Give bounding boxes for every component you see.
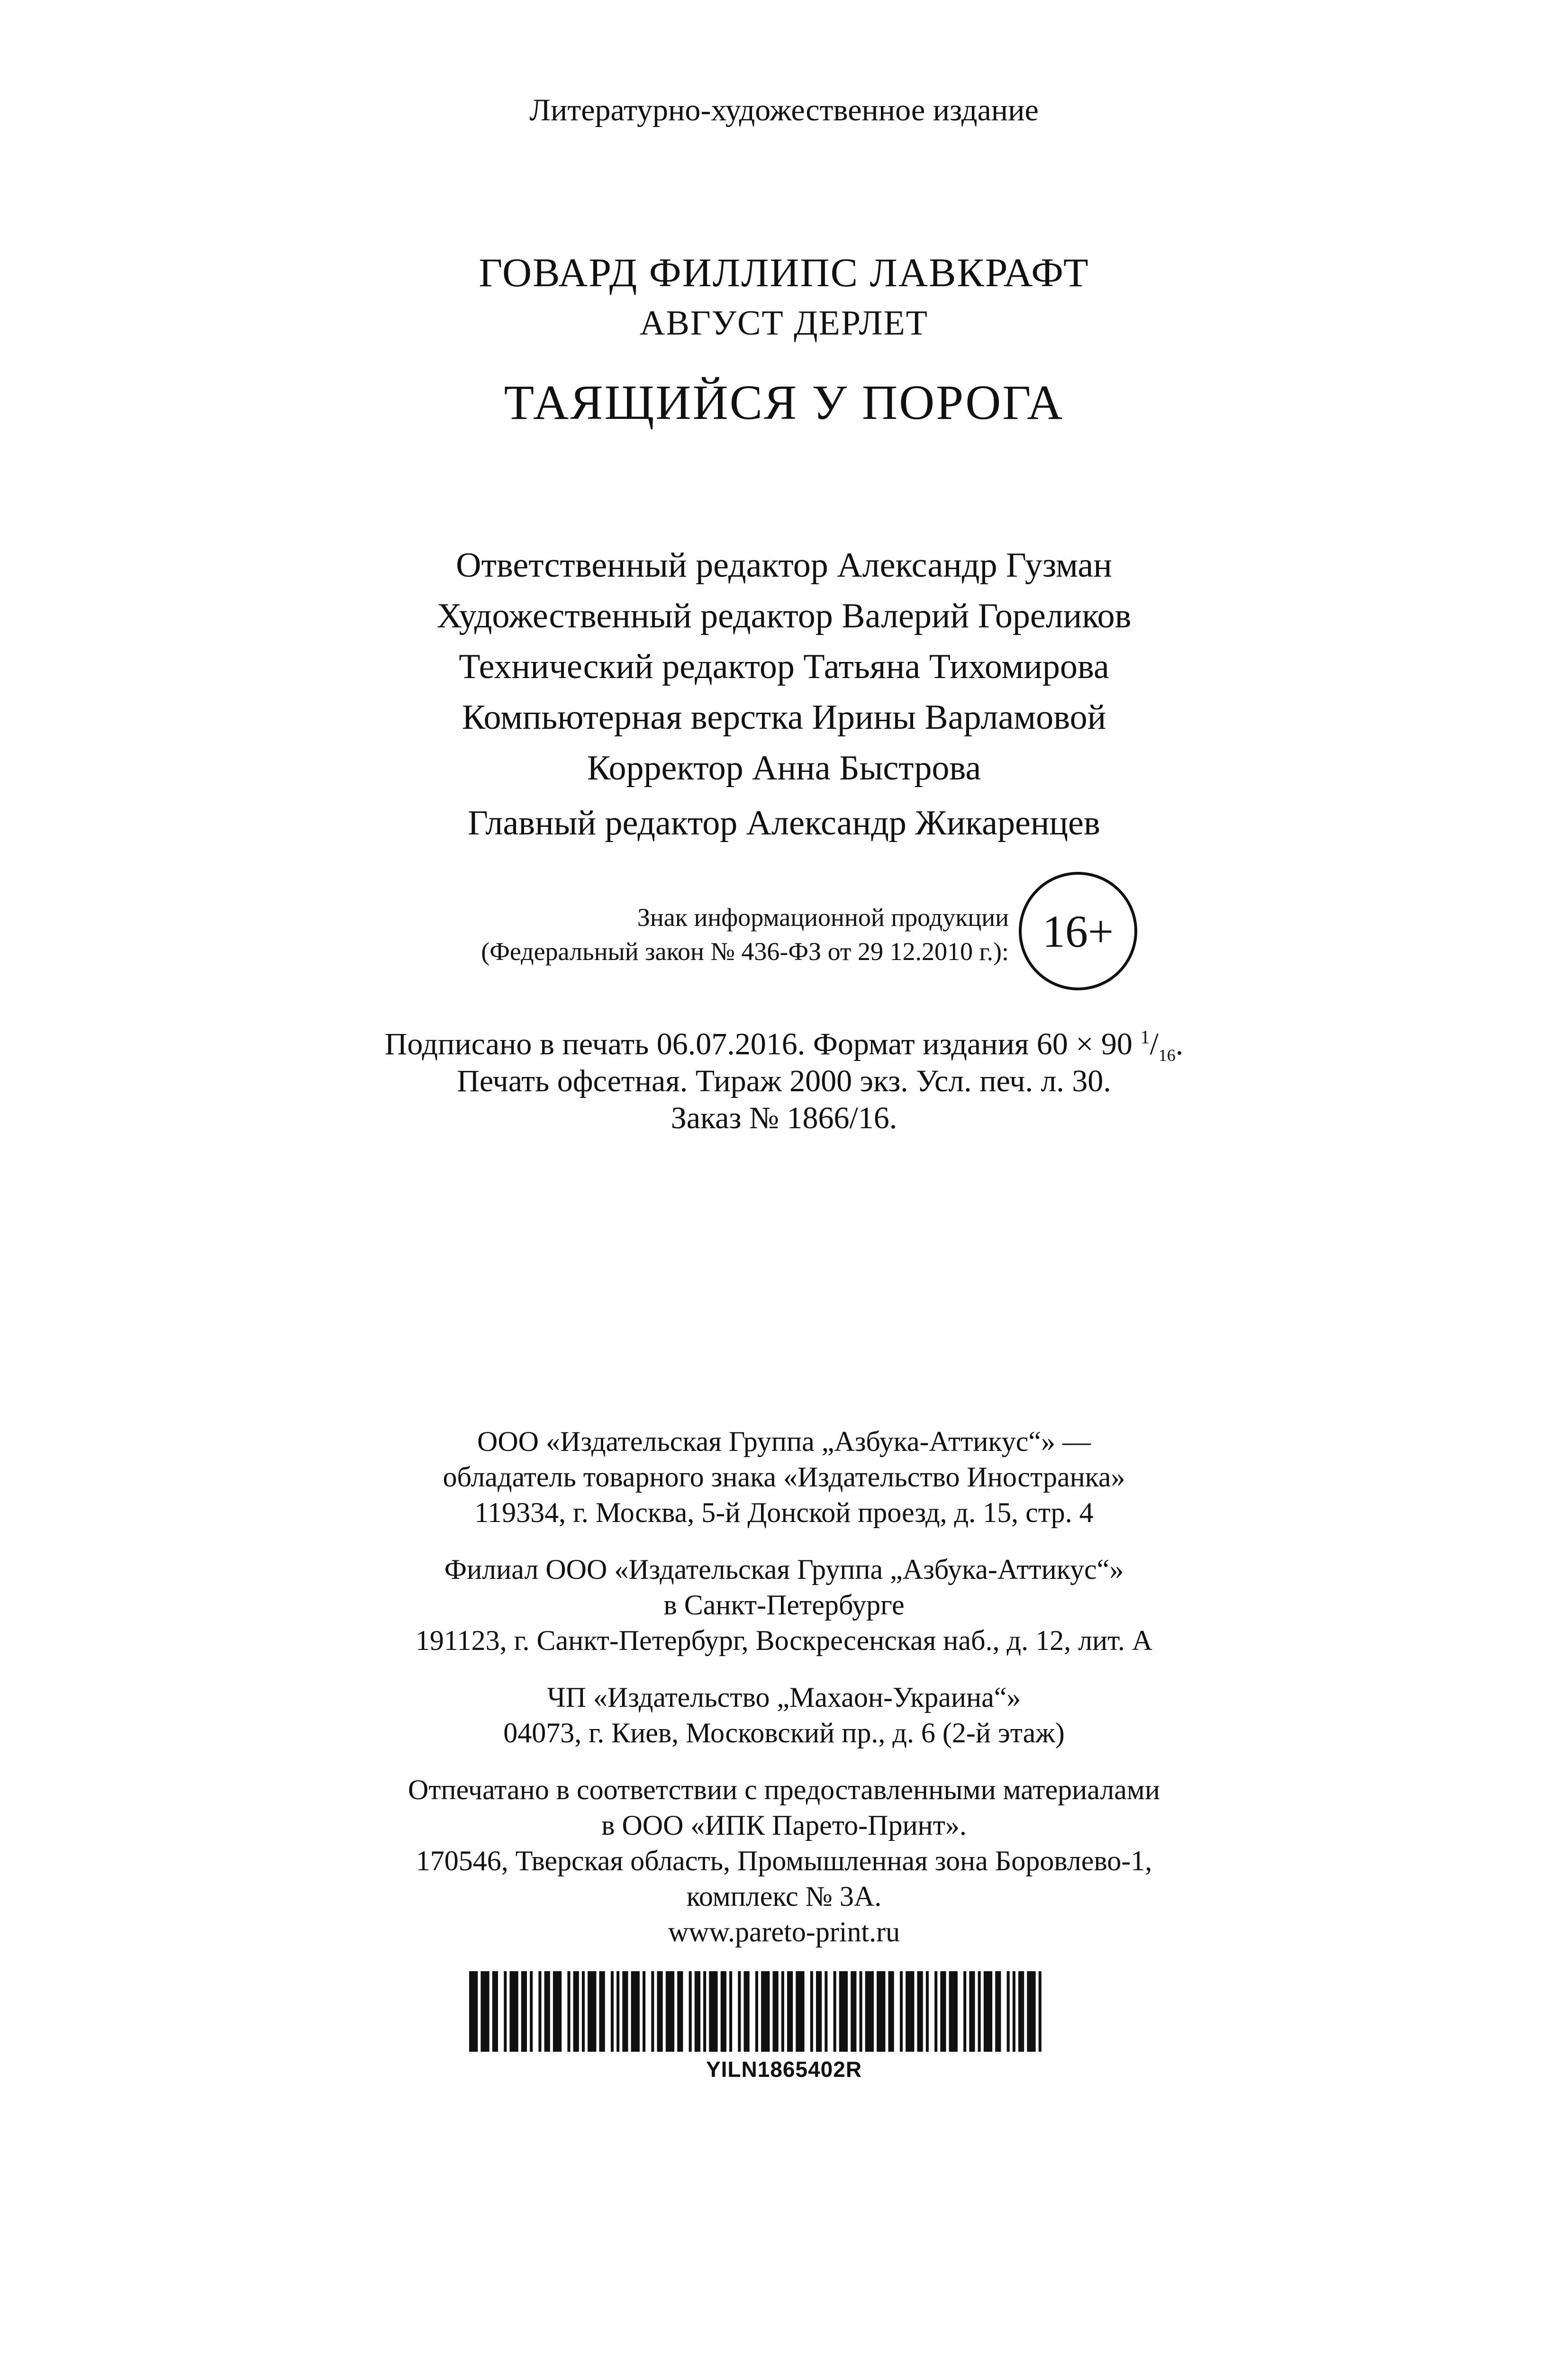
format-denominator: 16: [1158, 1046, 1176, 1065]
branch-line: 191123, г. Санкт-Петербург, Воскресенская наб., д. 12, лит. А: [415, 1625, 1153, 1656]
barcode: [469, 1971, 1047, 2052]
publisher-line: 119334, г. Москва, 5-й Донской проезд, д. 15, стр. 4: [474, 1497, 1094, 1528]
printer-line: Отпечатано в соответствии с предоставленными материалами: [408, 1774, 1160, 1805]
printer-line: в ООО «ИПК Парето-Принт».: [601, 1810, 967, 1841]
publisher-line: ООО «Издательская Группа „Азбука-Аттикус“» —: [477, 1426, 1091, 1457]
ukraine-block: [0, 1680, 1568, 1751]
printer-line: 170546, Тверская область, Промышленная зона Боровлево-1,: [416, 1845, 1152, 1876]
age-rating-block: [0, 872, 1568, 995]
author-primary: ГОВАРД ФИЛЛИПС ЛАВКРАФТ: [479, 250, 1089, 295]
branch-line: Филиал ООО «Издательская Группа „Азбука-Аттикус“»: [444, 1554, 1124, 1585]
book-title: ТАЯЩИЙСЯ У ПОРОГА: [504, 375, 1064, 430]
staff-credits: [0, 540, 1568, 794]
publisher-line: обладатель товарного знака «Издательство Иностранка»: [443, 1461, 1125, 1493]
printer-line: комплекс № 3А.: [686, 1881, 882, 1912]
print-format-text: Подписано в печать 06.07.2016. Формат издания 60 × 90: [384, 1027, 1141, 1061]
branch-line: в Санкт-Петербурге: [663, 1589, 905, 1621]
chief-editor: Главный редактор Александр Жикаренцев: [468, 804, 1100, 842]
print-info: [0, 1026, 1568, 1137]
staff-line: Корректор Анна Быстрова: [587, 749, 981, 788]
staff-line: Компьютерная верстка Ирины Варламовой: [462, 698, 1106, 737]
print-info-line: Печать офсетная. Тираж 2000 экз. Усл. печ. л. 30.: [457, 1064, 1111, 1098]
age-rating-badge: [1019, 872, 1137, 990]
format-numerator: 1: [1140, 1026, 1150, 1048]
staff-line: Технический редактор Татьяна Тихомирова: [459, 647, 1109, 686]
edition-type: Литературно-художественное издание: [529, 93, 1039, 127]
age-rating-label: [481, 900, 1009, 969]
print-info-line: Подписано в печать 06.07.2016. Формат издания 60 × 90 $^1/_{16}$.: [384, 1026, 1184, 1065]
barcode-bars: [469, 1971, 1047, 2052]
barcode-number: YILN1865402R: [706, 2057, 862, 2082]
printer-url: www.pareto-print.ru: [668, 1916, 900, 1947]
publisher-block: [0, 1424, 1568, 1531]
staff-line: Художественный редактор Валерий Гореликов: [436, 597, 1132, 635]
age-rating-value: 16+: [1042, 906, 1114, 957]
branch-block: [0, 1552, 1568, 1658]
ukraine-line: ЧП «Издательство „Махаон-Украина“»: [547, 1682, 1021, 1713]
ukraine-line: 04073, г. Киев, Московский пр., д. 6 (2-й этаж): [503, 1717, 1065, 1748]
age-rating-line: Знак информационной продукции: [637, 903, 1009, 932]
print-info-line: Заказ № 1866/16.: [671, 1101, 897, 1135]
staff-line: Ответственный редактор Александр Гузман: [456, 546, 1112, 585]
printer-block: [0, 1772, 1568, 1950]
print-format-end: .: [1175, 1027, 1184, 1061]
author-secondary: АВГУСТ ДЕРЛЕТ: [640, 304, 928, 343]
age-rating-line: (Федеральный закон № 436-ФЗ от 29 12.2010 г.):: [481, 937, 1009, 966]
